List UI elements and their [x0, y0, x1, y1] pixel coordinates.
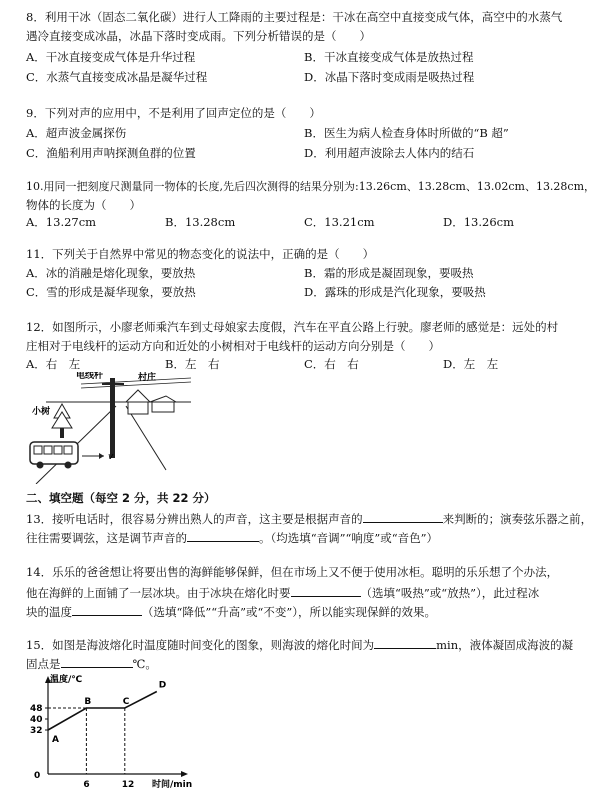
village-house — [128, 402, 148, 414]
q15-text-4: ℃。 — [132, 657, 157, 671]
q10-option-a[interactable]: A．13.27cm — [26, 215, 97, 229]
q13-text-4: 。（均选填“音调”“响度”或“音色”） — [259, 531, 439, 545]
bus-window-3 — [54, 446, 62, 454]
x-axis-arrow — [181, 771, 188, 777]
q12-stem-line2: 庄相对于电线杆的运动方向和近处的小树相对于电线杆的运动方向分别是（ ） — [26, 339, 440, 353]
q15-line1 — [26, 636, 573, 653]
point-label: B — [84, 697, 92, 707]
village-label: 村庄 — [138, 373, 157, 383]
q13-line2 — [26, 529, 438, 546]
y-tick-label: 32 — [30, 726, 43, 736]
x-tick-label: 12 — [121, 780, 135, 789]
q15-blank-2[interactable] — [61, 655, 133, 668]
velocity-arrowhead — [99, 453, 104, 459]
bus-wheel-rear — [65, 462, 72, 469]
village-roof — [126, 390, 150, 402]
q13-line1 — [26, 510, 592, 527]
q13-blank-2[interactable] — [187, 529, 259, 542]
x-axis-label: 时间/min — [152, 780, 192, 789]
melting-curve — [48, 692, 157, 731]
q10-stem-line1: 10.用同一把刻度尺测量同一物体的长度,先后四次测得的结果分别为:13.26cm、13.28cm、13.02cm、13.28cm， — [26, 180, 596, 193]
q8-option-d[interactable]: D．冰晶下落时变成雨是吸热过程 — [304, 70, 475, 84]
q14-line2 — [26, 584, 539, 601]
x-tick-label: 6 — [83, 780, 90, 789]
q8-option-c[interactable]: C．水蒸气直接变成冰晶是凝华过程 — [26, 70, 208, 84]
tree-middle — [52, 412, 72, 428]
q14-line3 — [26, 603, 436, 620]
q9-stem: 9．下列对声的应用中，不是利用了回声定位的是（ ） — [26, 106, 321, 120]
y-tick-label: 48 — [30, 704, 43, 714]
q10-stem-line2: 物体的长度为（ ） — [26, 198, 141, 212]
q14-text-1: 他在海鲜的上面铺了一层冰块。由于冰块在熔化时要 — [26, 586, 291, 600]
q10-option-b[interactable]: B．13.28cm — [165, 215, 236, 229]
q11-option-c[interactable]: C．雪的形成是凝华现象，要放热 — [26, 285, 196, 299]
q11-option-d[interactable]: D．露珠的形成是汽化现象，要吸热 — [304, 285, 486, 299]
telegraph-pole — [110, 378, 115, 458]
tree-trunk — [60, 428, 64, 438]
q12-figure — [26, 372, 196, 484]
q10-option-d[interactable]: D．13.26cm — [443, 215, 514, 229]
q14-line1: 14．乐乐的爸爸想让将要出售的海鲜能够保鲜，但在市场上又不便于使用冰柜。聪明的乐乐想了个办法， — [26, 565, 559, 579]
bus-window-4 — [64, 446, 72, 454]
velocity-label: v — [108, 452, 114, 462]
q14-text-3: 块的温度 — [26, 605, 72, 619]
q12-stem-line1: 12．如图所示，小廖老师乘汽车到丈母娘家去度假，汽车在平直公路上行驶。廖老师的感觉是：远处的村 — [26, 320, 559, 334]
y-tick-label: 0 — [34, 771, 41, 781]
q15-line2 — [26, 655, 157, 672]
q12-option-d[interactable]: D．左 左 — [443, 357, 499, 371]
q14-text-4: （选填“降低”“升高”或“不变”），所以能实现保鲜的效果。 — [142, 605, 437, 619]
road-edge-right — [126, 406, 166, 470]
q15-text-1: 15．如图是海波熔化时温度随时间变化的图象，则海波的熔化时间为 — [26, 638, 375, 652]
q15-melting-chart — [22, 674, 192, 789]
point-label: D — [158, 680, 167, 691]
q14-blank-2[interactable] — [72, 603, 142, 616]
q15-text-2: min，液体凝固成海波的凝 — [436, 638, 574, 652]
section-fill-in-title: 二、填空题（每空 2 分，共 22 分） — [26, 491, 216, 505]
q8-option-a[interactable]: A．干冰直接变成气体是升华过程 — [26, 50, 196, 64]
pole-label: 电线杆 — [76, 372, 104, 381]
q15-blank-1[interactable] — [374, 636, 436, 649]
q8-stem-line1: 8．利用干冰（固态二氧化碳）进行人工降雨的主要过程是：干冰在高空中直接变成气体，高空中的水蒸气 — [26, 10, 563, 24]
q13-blank-1[interactable] — [363, 510, 443, 523]
q13-text-3: 往往需要调弦，这是调节声音的 — [26, 531, 187, 545]
q12-option-c[interactable]: C．右 右 — [304, 357, 359, 371]
village-house-2 — [152, 402, 174, 412]
bus-window-1 — [34, 446, 42, 454]
village-roof-2 — [150, 396, 176, 402]
q9-option-b[interactable]: B．医生为病人检查身体时所做的“B 超” — [304, 126, 509, 140]
q15-text-3: 固点是 — [26, 657, 61, 671]
q9-option-a[interactable]: A．超声波金属探伤 — [26, 126, 127, 140]
q12-option-a[interactable]: A．右 左 — [26, 357, 81, 371]
tree-label: 小树 — [32, 407, 51, 417]
q14-blank-1[interactable] — [291, 584, 361, 597]
q11-option-b[interactable]: B．霜的形成是凝固现象，要吸热 — [304, 266, 474, 280]
bus-wheel-front — [37, 462, 44, 469]
q13-text-1: 13．接听电话时，很容易分辨出熟人的声音，这主要是根据声音的 — [26, 512, 363, 526]
q8-option-b[interactable]: B．干冰直接变成气体是放热过程 — [304, 50, 474, 64]
q9-option-d[interactable]: D．利用超声波除去人体内的结石 — [304, 146, 475, 160]
y-axis-label: 温度/℃ — [50, 675, 83, 685]
q8-stem-line2: 遇冷直接变成冰晶，冰晶下落时变成雨。下列分析错误的是（ ） — [26, 29, 371, 43]
q9-option-c[interactable]: C．渔船利用声呐探测鱼群的位置 — [26, 146, 196, 160]
q10-option-c[interactable]: C．13.21cm — [304, 215, 375, 229]
point-label: C — [122, 697, 130, 707]
q11-stem: 11．下列关于自然界中常见的物态变化的说法中，正确的是（ ） — [26, 247, 375, 261]
point-label: A — [52, 735, 59, 745]
bus-window-2 — [44, 446, 52, 454]
q14-text-2: （选填“吸热”或“放热”），此过程冰 — [360, 586, 540, 600]
q12-option-b[interactable]: B．左 右 — [165, 357, 220, 371]
q11-option-a[interactable]: A．冰的消融是熔化现象，要放热 — [26, 266, 196, 280]
q13-text-2: 来判断的；演奏弦乐器之前， — [442, 512, 593, 526]
y-tick-label: 40 — [30, 715, 43, 725]
